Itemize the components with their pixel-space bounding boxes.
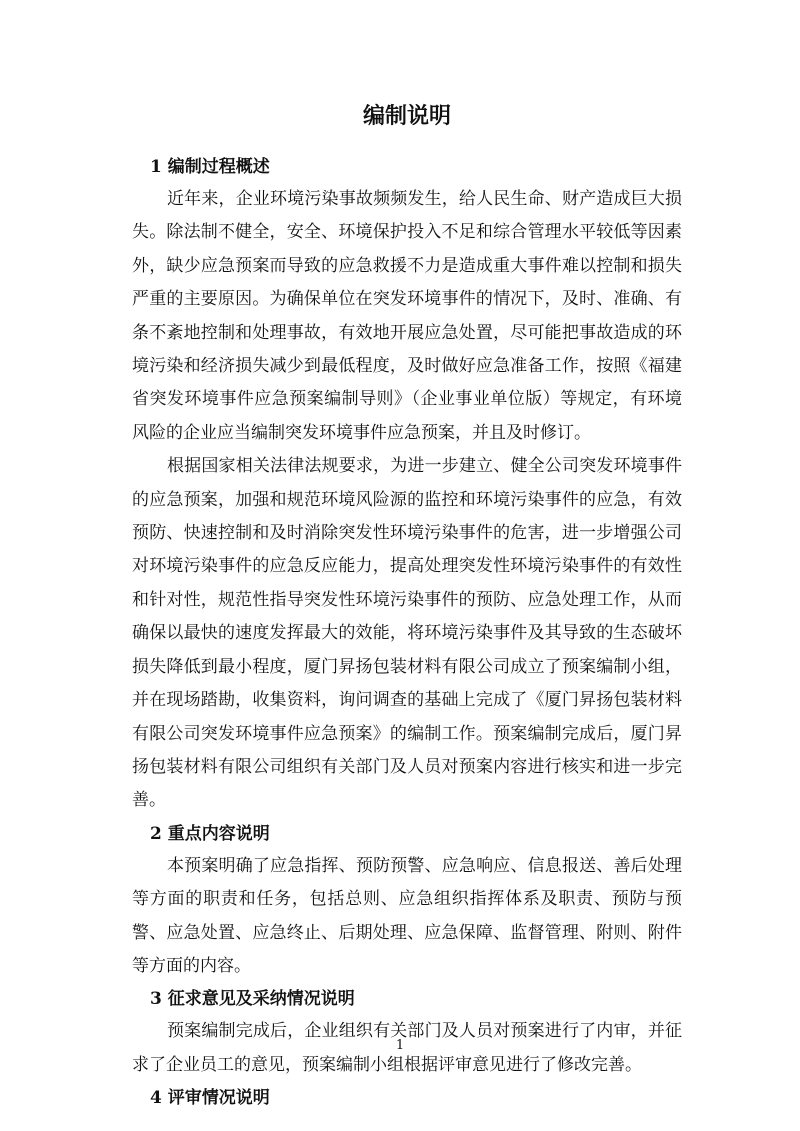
section-heading: 3 征求意见及采纳情况说明 [150, 989, 355, 1010]
section-heading: 4 评审情况说明 [150, 1088, 270, 1109]
page-number: 1 [395, 1038, 405, 1053]
paragraph: 根据国家相关法律法规要求，为进一步建立、健全公司突发环境事件的应急预案，加强和规范环境风险源的监控和环境污染事件的应急，有效预防、快速控制和及时消除突发性环境污染事件的危害，进一步增强公司对环境污染事件的应急反应能力，提高处理突发性环境污染事件的有效性和针对性，规范性指导突发性环境污染事件的预防、应急处理工作，从而确保以最快的速度发挥最大的效能，将环境污染事件及其导致的生态破坏损失降低到最小程度，厦门昇扬包装材料有限公司成立了预案编制小组，并在现场踏勘，收集资料，询问调查的基础上完成了《厦门昇扬包装材料有限公司突发环境事件应急预案》的编制工作。预案编制完成后，厦门昇扬包装材料有限公司组织有关部门及人员对预案内容进行核实和进一步完善。 [132, 456, 682, 811]
section-2 [132, 818, 682, 984]
paragraph: 近年来，企业环境污染事故频频发生，给人民生命、财产造成巨大损失。除法制不健全，安全、环境保护投入不足和综合管理水平较低等因素外，缺少应急预案而导致的应急救援不力是造成重大事件难以控制和损失严重的主要原因。为确保单位在突发环境事件的情况下，及时、准确、有条不紊地控制和处理事故，有效地开展应急处置，尽可能把事故造成的环境污染和经济损失减少到最低程度，及时做好应急准备工作，按照《福建省突发环境事件应急预案编制导则》（企业事业单位版）等规定，有环境风险的企业应当编制突发环境事件应急预案，并且及时修订。 [132, 189, 682, 443]
section-3 [132, 983, 682, 1082]
section-1 [132, 151, 682, 818]
document-title: 编制说明 [362, 103, 451, 129]
section-4 [132, 1082, 682, 1114]
section-heading: 1 编制过程概述 [150, 157, 270, 177]
section-heading: 2 重点内容说明 [150, 823, 270, 844]
paragraph: 本预案明确了应急指挥、预防预警、应急响应、信息报送、善后处理等方面的职责和任务，包括总则、应急组织指挥体系及职责、预防与预警、应急处置、应急终止、后期处理、应急保障、监督管理、附则、附件等方面的内容。 [132, 855, 682, 976]
paragraph: 预案编制完成后，企业组织有关部门及人员对预案进行了内审，并征求了企业员工的意见，预案编制小组根据评审意见进行了修改完善。 [132, 1021, 682, 1075]
page-content [132, 101, 682, 1114]
